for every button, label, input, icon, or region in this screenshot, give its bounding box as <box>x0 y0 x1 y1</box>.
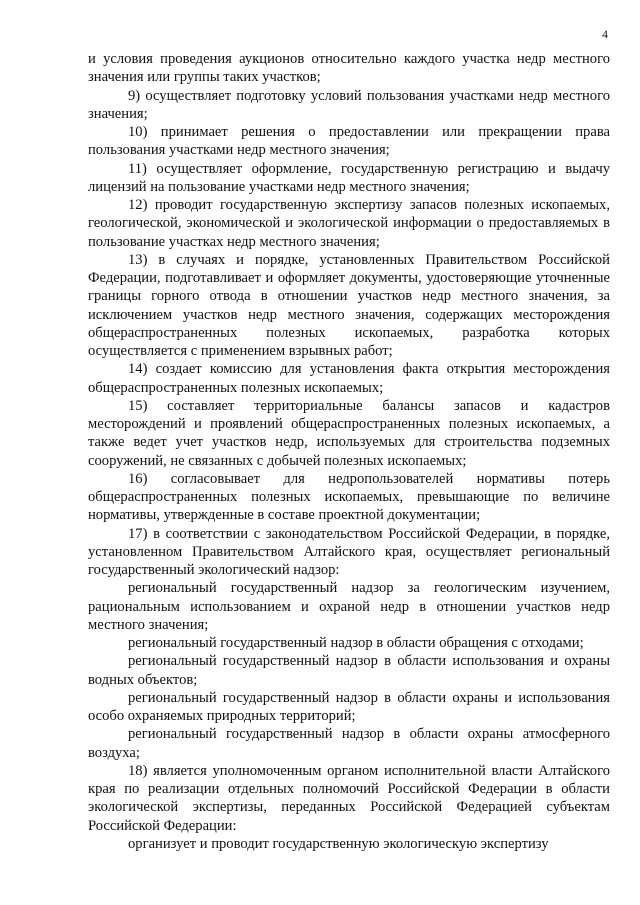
paragraph-item-14: 14) создает комиссию для установления факта открытия месторождения общераспространенных полезных ископаемых; <box>88 361 610 396</box>
paragraph-item-18: 18) является уполномоченным органом исполнительной власти Алтайского края по реализации отдельных полномочий Российской Федерации в области экологической экспертизы, переданных Российской Федерацией субъектам Российской Федерации: <box>88 762 610 834</box>
paragraph-item-13: 13) в случаях и порядке, установленных Правительством Российской Федерации, подготавливает и оформляет документы, удостоверяющие уточненные границы горного отвода в отношении участков недр местного значения, за исключением участков недр местного значения, содержащих месторождения общераспространенных полезных ископаемых, разработка которых осуществляется с применением взрывных работ; <box>88 251 610 359</box>
paragraph-item-10: 10) принимает решения о предоставлении или прекращении права пользования участками недр местного значения; <box>88 124 610 159</box>
paragraph-subitem: организует и проводит государственную экологическую экспертизу <box>128 835 549 852</box>
paragraph-item-15: 15) составляет территориальные балансы запасов и кадастров месторождений и проявлений общераспространенных полезных ископаемых, а также ведет учет участков недр, используемых для строительства подземных сооружений, не связанных с добычей полезных ископаемых; <box>88 397 610 469</box>
paragraph-subitem: региональный государственный надзор в области обращения с отходами; <box>128 635 584 651</box>
paragraph-item-12: 12) проводит государственную экспертизу запасов полезных ископаемых, геологической, экономической и экологической информации о предоставляемых в пользование участках недр местного значения; <box>88 197 610 250</box>
paragraph-item-9: 9) осуществляет подготовку условий пользования участками недр местного значения; <box>88 87 610 122</box>
paragraph-item-17: 17) в соответствии с законодательством Российской Федерации, в порядке, установленном Правительством Алтайского края, осуществляет региональный государственный экологический надзор: <box>88 525 610 578</box>
paragraph-subitem: региональный государственный надзор в области охраны атмосферного воздуха; <box>88 726 610 761</box>
paragraph-item-16: 16) согласовывает для недропользователей нормативы потерь общераспространенных полезных ископаемых, превышающие по величине нормативы, утвержденные в составе проектной документации; <box>88 470 610 524</box>
paragraph-subitem: региональный государственный надзор в области охраны и использования особо охраняемых природных территорий; <box>88 689 610 724</box>
paragraph: и условия проведения аукционов относительно каждого участка недр местного значения или группы таких участков; <box>88 51 610 86</box>
paragraph-subitem: региональный государственный надзор за геологическим изучением, рациональным использованием и охраной недр в отношении участков недр местного значения; <box>88 580 610 633</box>
document-body <box>88 50 610 853</box>
paragraph-subitem: региональный государственный надзор в области использования и охраны водных объектов; <box>88 653 610 688</box>
paragraph-item-11: 11) осуществляет оформление, государственную регистрацию и выдачу лицензий на пользование участками недр местного значения; <box>88 160 610 195</box>
page-number: 4 <box>602 27 608 41</box>
